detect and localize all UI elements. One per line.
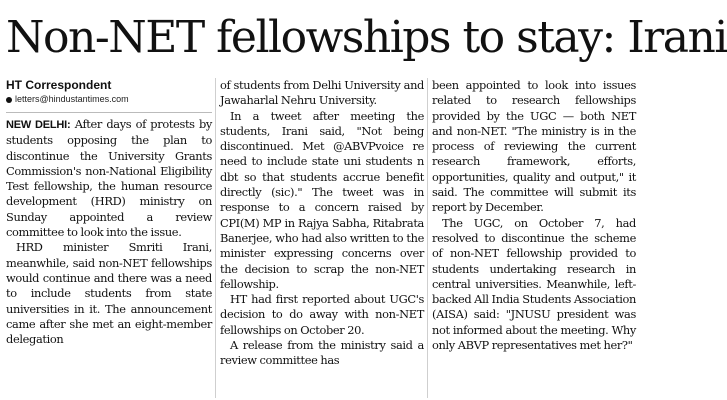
column-1 <box>6 78 212 398</box>
paragraph: HRD minister Smriti Irani, meanwhile, said non-NET fellowships would continue and there was a need to include students from state universities in it. The announcement came after she met an eight-member delegation <box>6 240 212 347</box>
paragraph: been appointed to look into issues related to research fellowships provided by the UGC — both NET and non-NET. "The ministry is in the process of reviewing the current research framework, efforts, opportunities, quality and output," it said. The committee will submit its report by December. <box>432 78 636 215</box>
paragraph: of students from Delhi University and Jawaharlal Nehru University. <box>220 78 424 108</box>
paragraph-text: After days of protests by students opposing the plan to discontinue the University Grants Commission's non-National Eligibility Test fellowship, the human resource development (HRD) ministry on Sunday appointed a review committee to look into the issue. <box>6 117 213 240</box>
paragraph: HT had first reported about UGC's decision to do away with non-NET fellowships on October 20. <box>220 292 424 337</box>
bullet-icon <box>6 97 12 103</box>
paragraph <box>6 117 212 240</box>
paragraph: In a tweet after meeting the students, Irani said, "Not being discontinued. Met @ABVPvoice re need to include state uni students n dbt so that students accrue benefit directly (sic)." The tweet was in response to a concern raised by CPI(M) MP in Rajya Sabha, Ritabrata Banerjee, who had also written to the minister expressing concerns over the decision to scrap the non-NET fellowship. <box>220 108 424 291</box>
byline-email <box>6 93 212 106</box>
byline-divider <box>6 112 212 113</box>
byline-author: HT Correspondent <box>6 78 112 92</box>
paragraph: The UGC, on October 7, had resolved to discontinue the scheme of non-NET fellowship provided to students undertaking research in central universities. Meanwhile, left-backed All India Students Association (AISA) said: "JNUSU president was not informed about the meeting. Why only ABVP representatives met her?" <box>432 215 636 353</box>
dateline: NEW DELHI: <box>6 119 71 131</box>
column-3 <box>432 78 636 398</box>
column-divider <box>427 78 428 398</box>
byline-email-text: letters@hindustantimes.com <box>15 94 129 104</box>
headline: Non-NET fellowships to stay: Irani <box>6 12 727 63</box>
paragraph: A release from the ministry said a review committee has <box>220 338 424 368</box>
article-body <box>6 78 634 398</box>
column-2 <box>220 78 424 398</box>
column-divider <box>215 78 216 398</box>
